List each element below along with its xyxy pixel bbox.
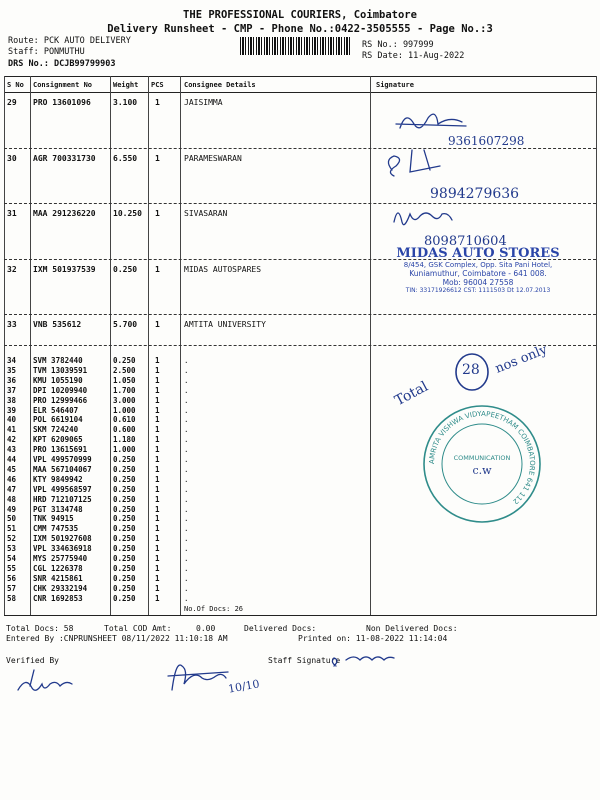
verified-by-label: Verified By bbox=[6, 656, 59, 665]
row-sno: 30 bbox=[7, 154, 17, 163]
row-pcs: 1 bbox=[155, 320, 160, 329]
route-label: Route: PCK AUTO DELIVERY bbox=[8, 36, 131, 46]
row-weight: 0.250 bbox=[113, 455, 136, 464]
row-consignee: . bbox=[184, 494, 189, 504]
row-weight: 0.250 bbox=[113, 544, 136, 554]
round-stamp-outer-text: AMRITA VISHWA VIDYAPEETHAM COIMBATORE 641 112 bbox=[427, 409, 537, 506]
row-sno: 35 bbox=[7, 365, 17, 375]
row-weight: 6.550 bbox=[113, 154, 138, 163]
printed-on: Printed on: 11-08-2022 11:14:04 bbox=[298, 634, 448, 643]
total-docs: Total Docs: 58 bbox=[6, 624, 74, 633]
row-sno: 34 bbox=[7, 356, 17, 365]
row-weight: 0.250 bbox=[113, 265, 138, 274]
row-consignment: HRD 712107125 bbox=[33, 494, 92, 504]
row-consignment: SNR 4215861 bbox=[33, 573, 83, 583]
row-sno: 37 bbox=[7, 385, 17, 395]
row-pcs: 1 bbox=[155, 474, 160, 484]
row-consignment: VPL 334636918 bbox=[33, 544, 92, 554]
row-consignment: KPT 6209065 bbox=[33, 435, 83, 445]
col-consignee: Consignee Details bbox=[184, 81, 256, 89]
row-consignment: CNR 1692853 bbox=[33, 593, 83, 603]
row-consignee: . bbox=[184, 425, 189, 435]
row-sno: 53 bbox=[7, 544, 17, 554]
row-consignee: . bbox=[184, 356, 189, 365]
total-circled-number: 28 bbox=[462, 362, 480, 378]
row-consignee: . bbox=[184, 514, 189, 524]
row-weight: 0.250 bbox=[113, 474, 136, 484]
row-sno: 43 bbox=[7, 445, 17, 455]
row-weight: 0.250 bbox=[113, 524, 136, 534]
rs-number: RS No.: 997999 bbox=[362, 40, 434, 50]
row-pcs: 1 bbox=[155, 395, 160, 405]
row-consignment: IXM 501937539 bbox=[33, 265, 96, 274]
row-consignee: . bbox=[184, 554, 189, 563]
delivered-docs: Delivered Docs: bbox=[244, 624, 317, 633]
no-of-docs: No.Of Docs: 26 bbox=[184, 605, 244, 613]
row-pcs: 1 bbox=[155, 435, 160, 445]
row-consignee: . bbox=[184, 583, 189, 593]
signature-29 bbox=[396, 114, 466, 128]
row-consignment: CHK 29332194 bbox=[33, 583, 88, 593]
row-consignee: . bbox=[184, 593, 189, 603]
row-weight: 1.050 bbox=[113, 375, 136, 385]
midas-stamp bbox=[380, 246, 576, 294]
row-weight: 3.100 bbox=[113, 98, 138, 107]
row-weight: 0.610 bbox=[113, 415, 136, 425]
row-weight: 1.000 bbox=[113, 405, 136, 415]
row-sno: 50 bbox=[7, 514, 17, 524]
row-consignee: . bbox=[184, 405, 189, 415]
total-cod-value: 0.00 bbox=[196, 624, 216, 633]
row-pcs: 1 bbox=[155, 425, 160, 435]
row-weight: 10.250 bbox=[113, 209, 142, 218]
row-sno: 41 bbox=[7, 425, 17, 435]
row-weight: 3.000 bbox=[113, 395, 136, 405]
row-consignment: VPL 499570999 bbox=[33, 455, 92, 464]
total-cod-label: Total COD Amt: bbox=[104, 624, 172, 633]
row-weight: 1.180 bbox=[113, 435, 136, 445]
row-pcs: 1 bbox=[155, 593, 160, 603]
row-consignment: SKM 724240 bbox=[33, 425, 79, 435]
row-weight: 0.250 bbox=[113, 356, 136, 365]
row-sno: 36 bbox=[7, 375, 17, 385]
row-weight: 0.600 bbox=[113, 425, 136, 435]
row-sno: 39 bbox=[7, 405, 17, 415]
row-consignment: TNK 94915 bbox=[33, 514, 74, 524]
signature-staff bbox=[332, 657, 394, 666]
staff-label: Staff: PONMUTHU bbox=[8, 47, 85, 57]
row-pcs: 1 bbox=[155, 494, 160, 504]
phone-31: 8098710604 bbox=[424, 234, 507, 249]
stamp-mobile: Mob: 96004 27558 bbox=[442, 278, 514, 287]
row-weight: 0.250 bbox=[113, 514, 136, 524]
row-consignment: AGR 700331730 bbox=[33, 154, 96, 163]
row-weight: 1.000 bbox=[113, 445, 136, 455]
stamp-company-name: MIDAS AUTO STORES bbox=[396, 246, 560, 261]
stamp-tin: TIN: 33171926612 CST: 1111503 Dt 12.07.2013 bbox=[405, 287, 551, 294]
row-pcs: 1 bbox=[155, 554, 160, 563]
row-sno: 57 bbox=[7, 583, 17, 593]
row-pcs: 1 bbox=[155, 524, 160, 534]
row-consignee: . bbox=[184, 455, 189, 464]
row-pcs: 1 bbox=[155, 98, 160, 107]
row-consignee: . bbox=[184, 573, 189, 583]
row-pcs: 1 bbox=[155, 514, 160, 524]
row-sno: 48 bbox=[7, 494, 17, 504]
staff-signature-label: Staff Signature bbox=[268, 656, 341, 665]
row-consignment: KMU 1055190 bbox=[33, 375, 83, 385]
row-weight: 0.250 bbox=[113, 504, 136, 514]
row-weight: 0.250 bbox=[113, 464, 136, 474]
row-consignee: . bbox=[184, 534, 189, 544]
row-consignee: AMTITA UNIVERSITY bbox=[184, 320, 266, 329]
row-consignee: JAISIMMA bbox=[184, 98, 223, 107]
row-sno: 40 bbox=[7, 415, 17, 425]
row-sno: 29 bbox=[7, 98, 17, 107]
signature-30 bbox=[388, 150, 440, 176]
row-sno: 33 bbox=[7, 320, 17, 329]
row-pcs: 1 bbox=[155, 265, 160, 274]
signature-verified bbox=[18, 670, 72, 690]
row-sno: 31 bbox=[7, 209, 17, 218]
round-stamp bbox=[420, 402, 544, 526]
rs-date: RS Date: 11-Aug-2022 bbox=[362, 51, 465, 61]
row-weight: 2.500 bbox=[113, 365, 136, 375]
row-pcs: 1 bbox=[155, 445, 160, 455]
row-consignment: MAA 567104067 bbox=[33, 464, 92, 474]
row-pcs: 1 bbox=[155, 583, 160, 593]
col-signature: Signature bbox=[376, 81, 414, 89]
row-consignee: . bbox=[184, 544, 189, 554]
row-pcs: 1 bbox=[155, 356, 160, 365]
row-consignment: PRO 12999466 bbox=[33, 395, 88, 405]
phone-29: 9361607298 bbox=[448, 134, 525, 148]
drs-number: DRS No.: DCJB99799903 bbox=[8, 59, 116, 69]
row-consignee: . bbox=[184, 415, 189, 425]
row-consignee: . bbox=[184, 484, 189, 494]
nos-note: nos only bbox=[493, 342, 550, 377]
round-stamp-inner-text: COMMUNICATION bbox=[453, 454, 511, 462]
row-sno: 58 bbox=[7, 593, 17, 603]
row-pcs: 1 bbox=[155, 154, 160, 163]
row-sno: 52 bbox=[7, 534, 17, 544]
phone-30: 9894279636 bbox=[430, 186, 520, 202]
row-consignment: SVM 3782440 bbox=[33, 356, 83, 365]
row-weight: 0.250 bbox=[113, 484, 136, 494]
stamp-address-2: Kuniamuthur, Coimbatore - 641 008. bbox=[409, 269, 547, 278]
row-consignee: . bbox=[184, 524, 189, 534]
row-sno: 54 bbox=[7, 554, 17, 563]
row-consignment: MAA 291236220 bbox=[33, 209, 96, 218]
col-pcs: PCS bbox=[151, 81, 164, 89]
row-pcs: 1 bbox=[155, 534, 160, 544]
row-pcs: 1 bbox=[155, 504, 160, 514]
row-pcs: 1 bbox=[155, 484, 160, 494]
row-consignee: SIVASARAN bbox=[184, 209, 228, 218]
row-consignment: PRO 13601096 bbox=[33, 98, 91, 107]
signature-entered bbox=[168, 665, 228, 690]
col-weight: Weight bbox=[113, 81, 139, 89]
row-consignment: POL 6619104 bbox=[33, 415, 83, 425]
row-weight: 0.250 bbox=[113, 573, 136, 583]
col-sno: S No bbox=[7, 81, 24, 89]
row-weight: 5.700 bbox=[113, 320, 138, 329]
row-pcs: 1 bbox=[155, 563, 160, 573]
row-sno: 46 bbox=[7, 474, 17, 484]
row-consignment: KTY 9849942 bbox=[33, 474, 83, 484]
row-weight: 1.700 bbox=[113, 385, 136, 395]
row-consignment: VNB 535612 bbox=[33, 320, 82, 329]
row-consignment: ELR 546407 bbox=[33, 405, 79, 415]
row-weight: 0.250 bbox=[113, 494, 136, 504]
row-sno: 49 bbox=[7, 504, 17, 514]
row-sno: 56 bbox=[7, 573, 17, 583]
row-sno: 55 bbox=[7, 563, 17, 573]
row-pcs: 1 bbox=[155, 405, 160, 415]
row-pcs: 1 bbox=[155, 375, 160, 385]
entered-by: Entered By :CNPRUNSHEET 08/11/2022 11:10:18 AM bbox=[6, 634, 228, 643]
row-consignee: MIDAS AUTOSPARES bbox=[184, 265, 262, 274]
row-consignee: . bbox=[184, 375, 189, 385]
row-consignee: . bbox=[184, 445, 189, 455]
row-sno: 47 bbox=[7, 484, 17, 494]
row-weight: 0.250 bbox=[113, 593, 136, 603]
row-consignee: . bbox=[184, 395, 189, 405]
company-title: THE PROFESSIONAL COURIERS, Coimbatore bbox=[183, 9, 417, 21]
row-consignee: PARAMESWARAN bbox=[184, 154, 242, 163]
round-stamp-initials: c.w bbox=[472, 464, 492, 477]
row-pcs: 1 bbox=[155, 209, 160, 218]
row-sno: 38 bbox=[7, 395, 17, 405]
row-pcs: 1 bbox=[155, 365, 160, 375]
row-consignment: IXM 501927608 bbox=[33, 534, 92, 544]
total-note: Total bbox=[392, 378, 431, 410]
row-sno: 44 bbox=[7, 455, 17, 464]
row-pcs: 1 bbox=[155, 455, 160, 464]
row-consignment: VPL 499568597 bbox=[33, 484, 92, 494]
row-weight: 0.250 bbox=[113, 534, 136, 544]
row-consignee: . bbox=[184, 504, 189, 514]
row-sno: 45 bbox=[7, 464, 17, 474]
row-consignee: . bbox=[184, 474, 189, 484]
row-sno: 32 bbox=[7, 265, 17, 274]
row-weight: 0.250 bbox=[113, 563, 136, 573]
row-consignment: DPI 10209940 bbox=[33, 385, 88, 395]
row-consignee: . bbox=[184, 464, 189, 474]
row-consignment: MYS 25775940 bbox=[33, 554, 88, 563]
row-consignee: . bbox=[184, 385, 189, 395]
row-consignee: . bbox=[184, 563, 189, 573]
row-weight: 0.250 bbox=[113, 554, 136, 563]
row-consignee: . bbox=[184, 435, 189, 445]
row-pcs: 1 bbox=[155, 464, 160, 474]
row-pcs: 1 bbox=[155, 573, 160, 583]
non-delivered-docs: Non Delivered Docs: bbox=[366, 624, 458, 633]
row-consignment: CGL 1226378 bbox=[33, 563, 83, 573]
col-consignment: Consignment No bbox=[33, 81, 93, 89]
row-consignment: PRO 13615691 bbox=[33, 445, 88, 455]
row-consignment: TVM 13039591 bbox=[33, 365, 88, 375]
row-sno: 51 bbox=[7, 524, 17, 534]
row-consignment: PGT 3134748 bbox=[33, 504, 83, 514]
stamp-address-1: 8/454, GSK Complex, Opp. Sita Pani Hotel, bbox=[403, 261, 553, 269]
row-consignee: . bbox=[184, 365, 189, 375]
row-pcs: 1 bbox=[155, 544, 160, 554]
row-pcs: 1 bbox=[155, 415, 160, 425]
verified-date-note: 10/10 bbox=[227, 677, 261, 696]
row-sno: 42 bbox=[7, 435, 17, 445]
runsheet-subtitle: Delivery Runsheet - CMP - Phone No.:0422-3505555 - Page No.:3 bbox=[107, 23, 493, 35]
row-consignment: CMM 747535 bbox=[33, 524, 79, 534]
signature-31 bbox=[394, 213, 452, 225]
row-weight: 0.250 bbox=[113, 583, 136, 593]
row-pcs: 1 bbox=[155, 385, 160, 395]
